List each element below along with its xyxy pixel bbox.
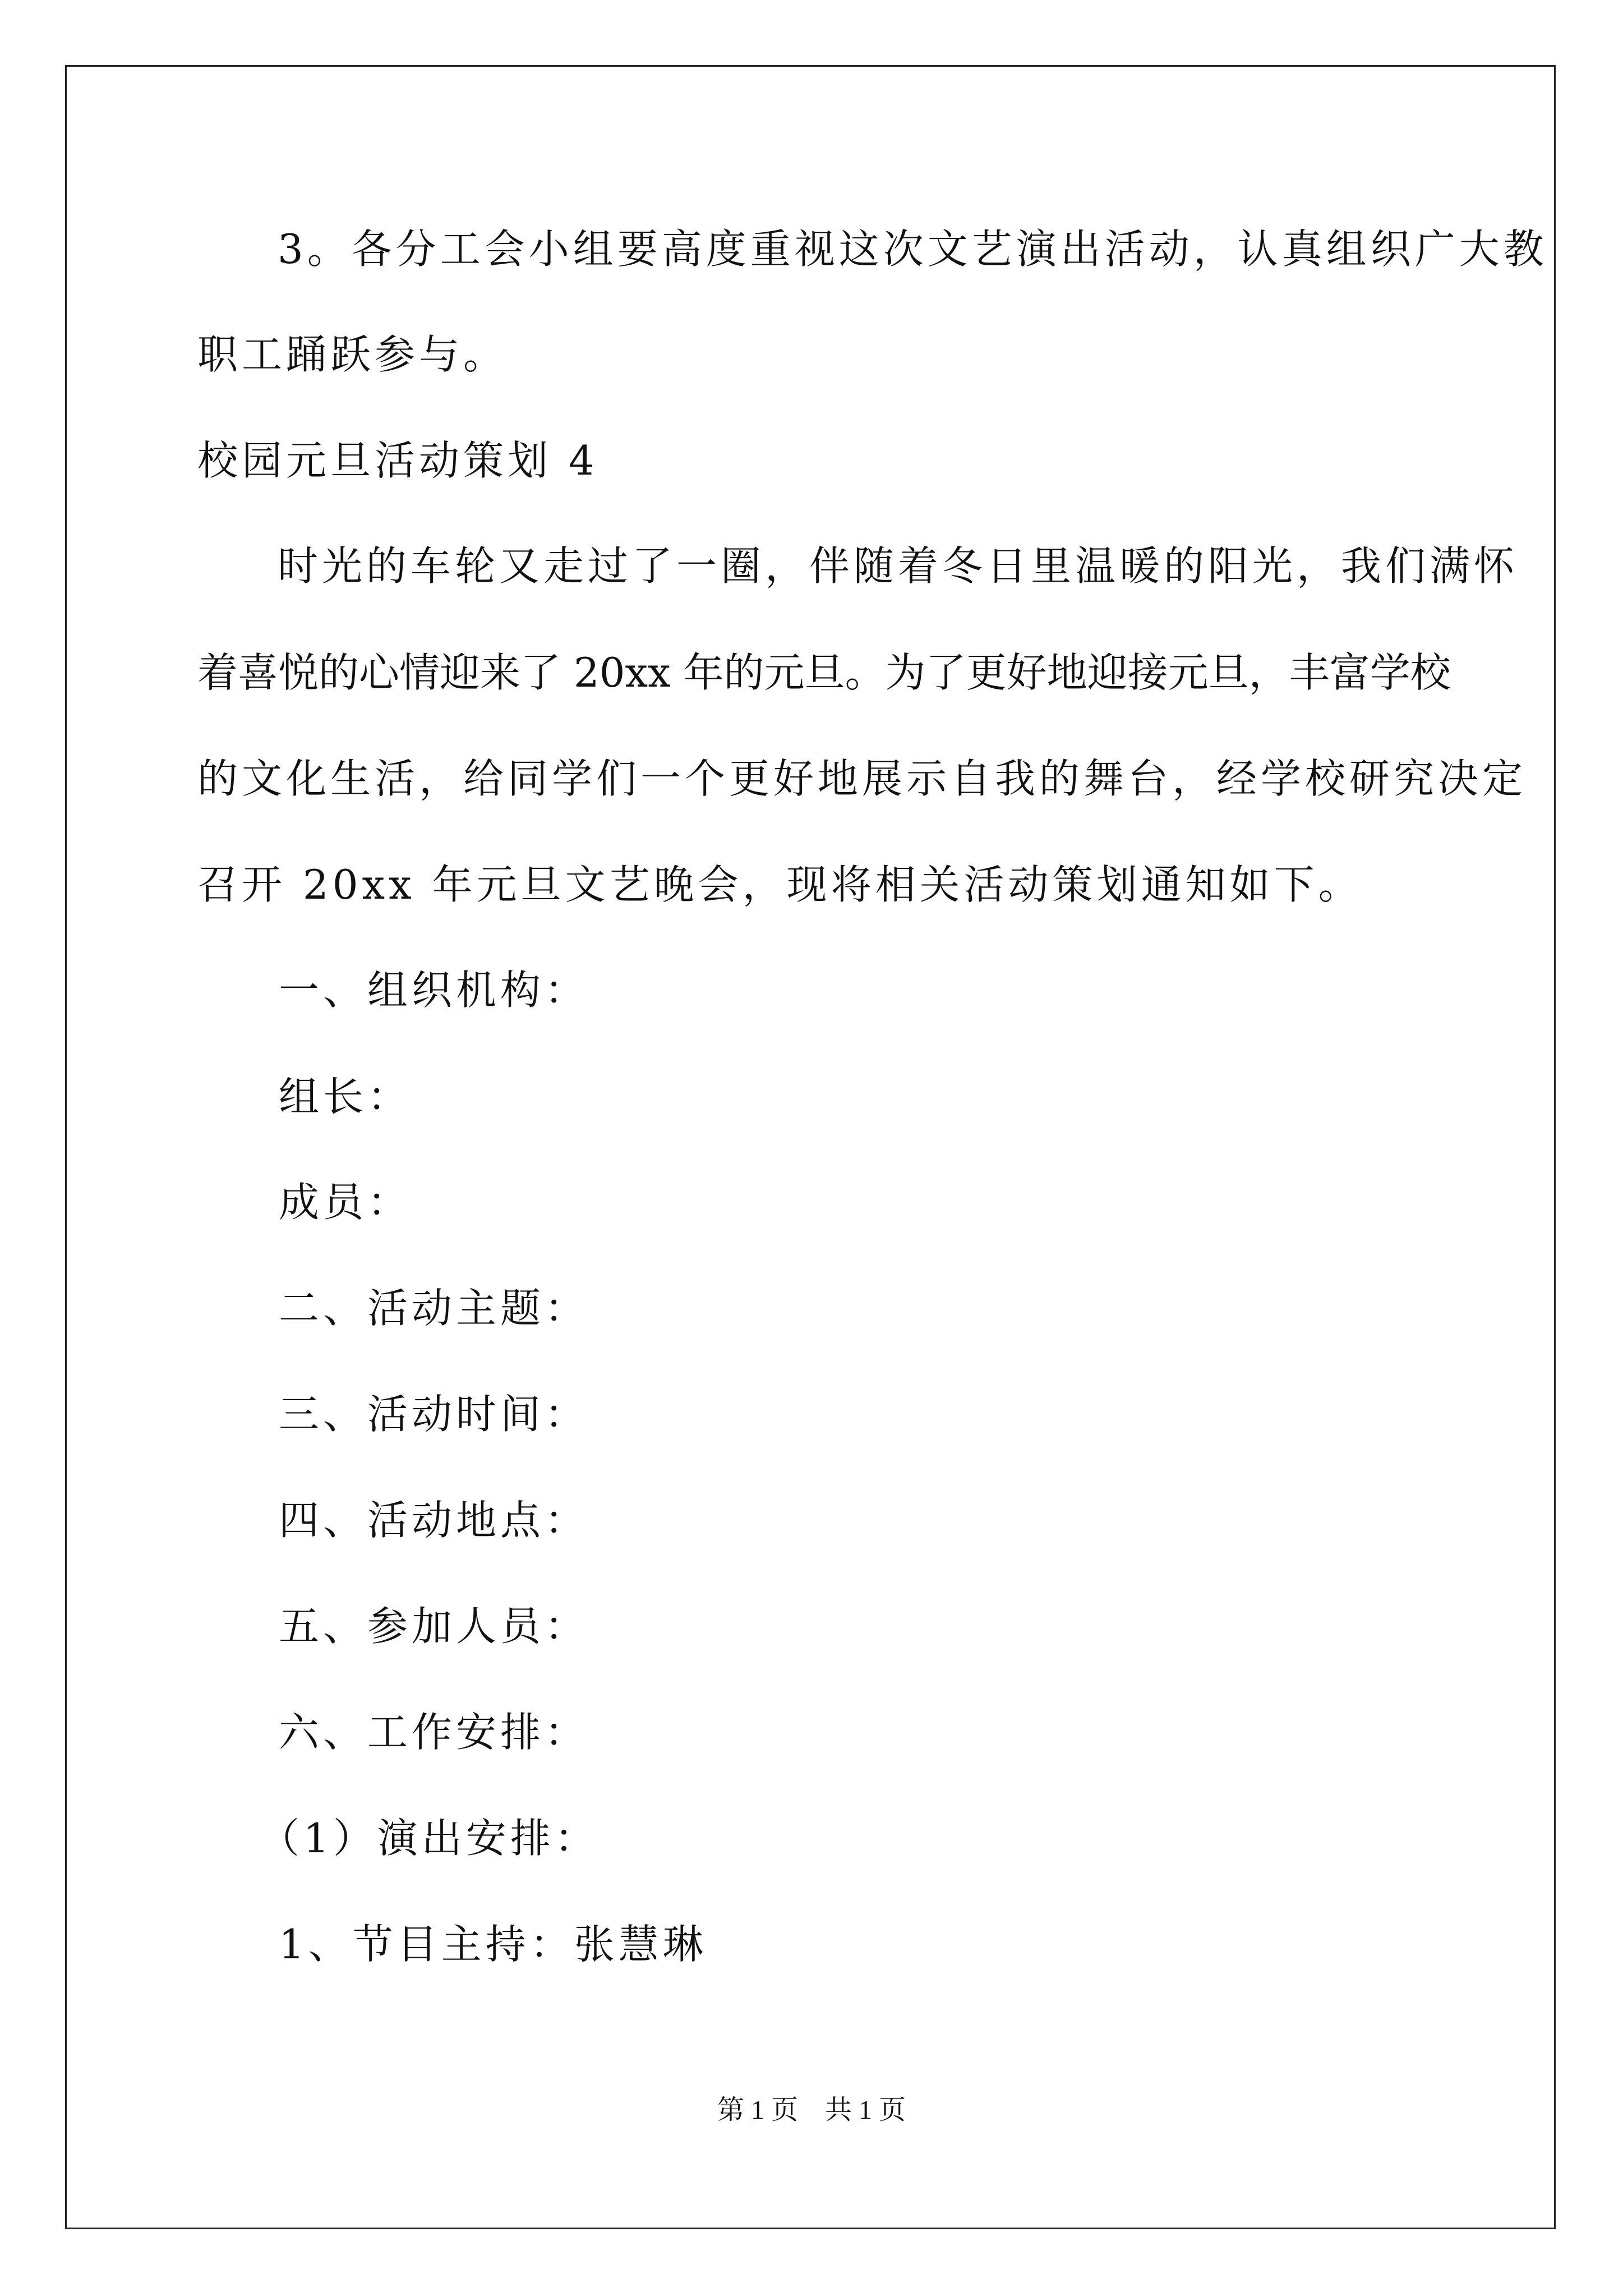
list-item: 成员： (279, 1179, 412, 1226)
list-item: 三、活动时间： (279, 1391, 589, 1438)
list-item: 一、组织机构： (279, 967, 589, 1014)
paragraph-2-line-2: 着喜悦的心情迎来了 20xx 年的元旦。为了更好地迎接元旦，丰富学校 (197, 649, 1451, 696)
list-item: 六、工作安排： (279, 1709, 589, 1756)
paragraph-1-line-2: 职工踊跃参与。 (197, 331, 508, 378)
list-item: （1）演出安排： (259, 1815, 599, 1862)
list-item: 五、参加人员： (279, 1603, 589, 1650)
section-title: 校园元旦活动策划 4 (197, 437, 598, 484)
list-item: 组长： (279, 1073, 412, 1120)
list-item: 1、节目主持：张慧琳 (279, 1921, 707, 1968)
list-item: 二、活动主题： (279, 1285, 589, 1332)
list-item: 四、活动地点： (279, 1497, 589, 1544)
paragraph-2-line-3: 的文化生活，给同学们一个更好地展示自我的舞台，经学校研究决定 (197, 755, 1527, 802)
paragraph-2-line-4: 召开 20xx 年元旦文艺晚会，现将相关活动策划通知如下。 (197, 861, 1363, 908)
page-border (65, 65, 1556, 2229)
paragraph-2-line-1: 时光的车轮又走过了一圈，伴随着冬日里温暖的阳光，我们满怀 (278, 542, 1519, 590)
paragraph-1-line-1: 3。各分工会小组要高度重视这次文艺演出活动，认真组织广大教 (278, 226, 1548, 273)
page-footer: 第 1 页 共 1 页 (717, 2095, 906, 2125)
